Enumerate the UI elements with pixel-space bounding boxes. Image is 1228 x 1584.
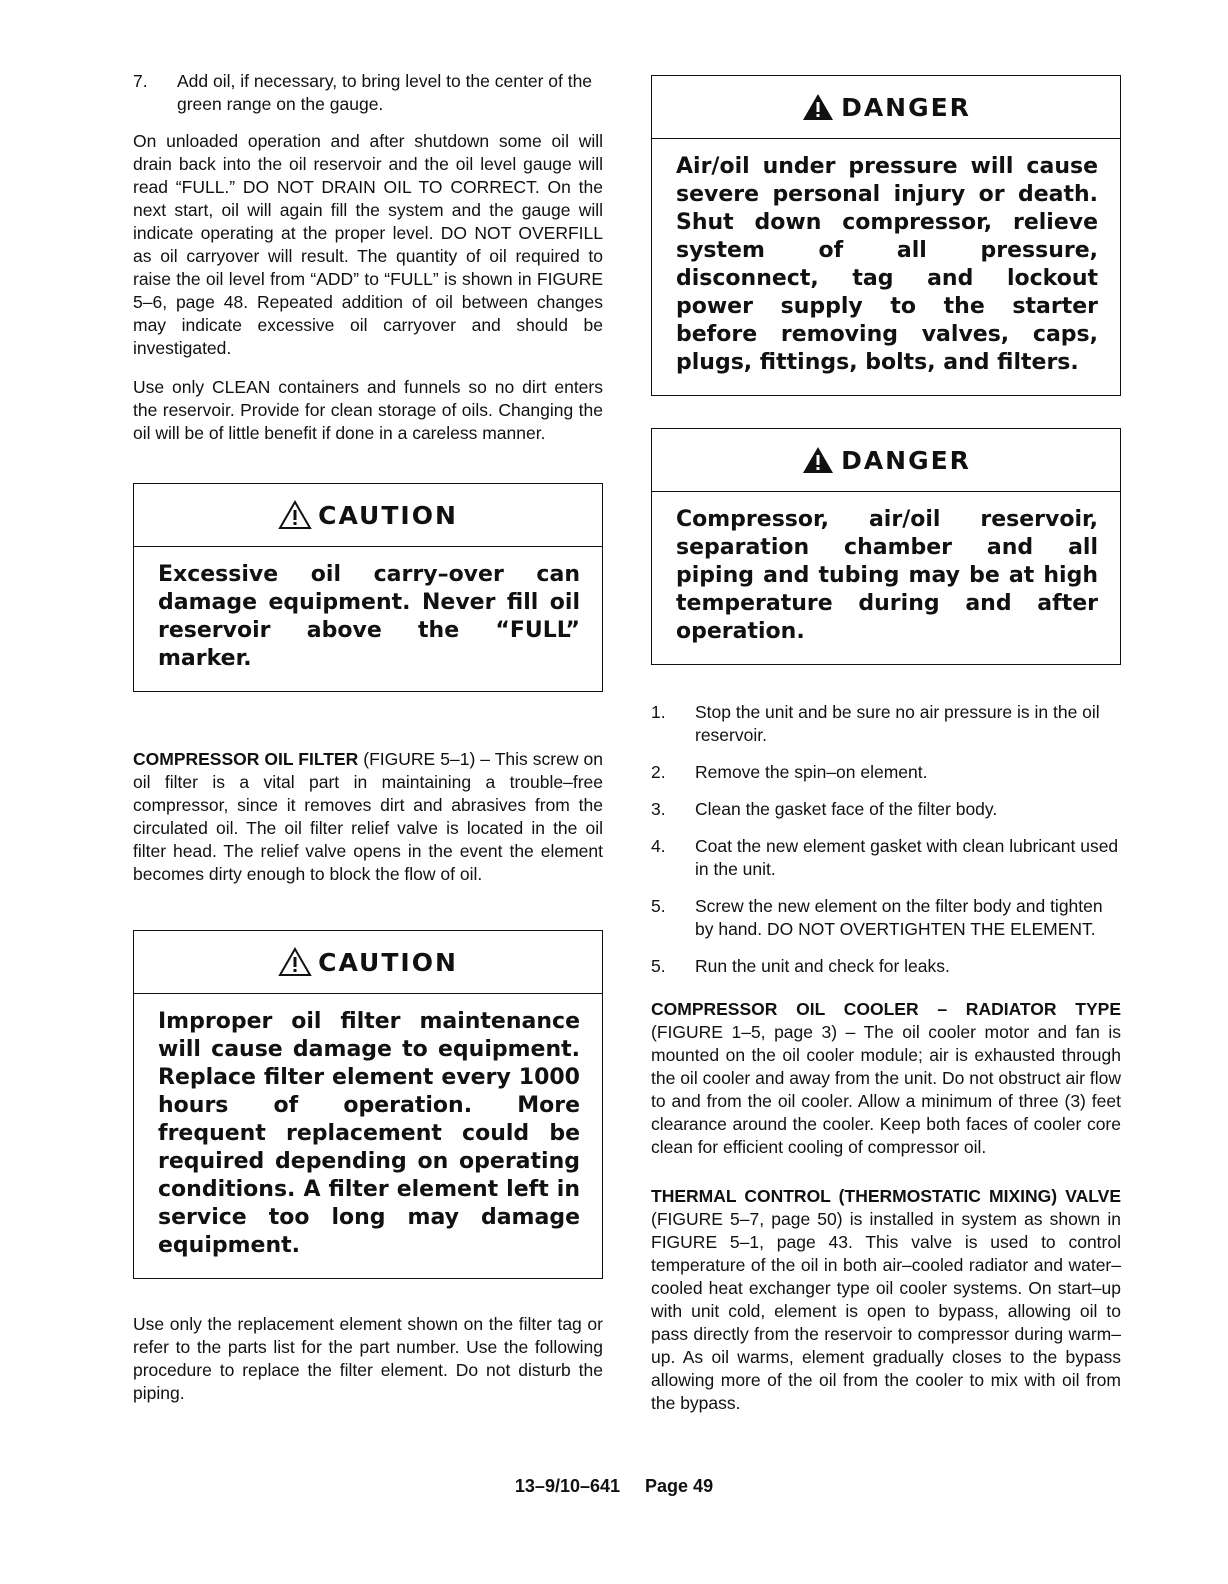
step-number: 5. [651,896,666,916]
danger-box-pressure [651,75,1121,396]
oil-level-paragraph: On unloaded operation and after shutdown some oil will drain back into the oil reservoir and the oil level gauge will read “FULL.” DO NOT DRAIN OIL TO CORRECT. On the next start, oil will again fill the system and the gauge will indicate operating at the proper level. DO NOT OVERFILL as oil carryover will result. The quantity of oil required to raise the oil level from “ADD” to “FULL” is shown in FIGURE 5–6, page 48. Repeated addition of oil between changes may indicate excessive oil carryover and should be investigated. [133,131,603,358]
thermal-control-text: (FIGURE 5–7, page 50) is installed in system as shown in FIGURE 5–1, page 43. This valve is used to control temperature of the oil in both air–cooled radiator and water–cooled heat exchanger type oil cooler systems. On start–up with unit cold, element is open to bypass, allowing oil to pass directly from the reservoir to compressor during warm–up. As oil warms, element gradually closes to the bypass allowing more of the oil from the cooler to mix with oil from the bypass. [651,1209,1121,1413]
document-number: 13–9/10–641 [514,1476,621,1496]
oil-filter-heading: COMPRESSOR OIL FILTER [133,749,359,769]
step-number: 4. [651,836,666,856]
danger-title: DANGER [841,445,971,475]
step-text: Coat the new element gasket with clean lubricant used in the unit. [695,836,1119,879]
danger-body: Compressor, air/oil reservoir, separation chamber and all piping and tubing may be at high temperature during and after operation. [676,507,1098,644]
danger-header [652,429,1120,492]
oil-cooler-paragraph [651,998,1121,1159]
caution-title: CAUTION [318,500,458,530]
step-number: 1. [651,702,666,722]
warning-triangle-icon [278,500,312,530]
page-footer [0,1476,1228,1497]
step-text: Stop the unit and be sure no air pressure is in the oil reservoir. [695,702,1100,745]
list-item [651,835,1121,881]
thermal-control-paragraph [651,1185,1121,1415]
list-item [651,761,1121,784]
caution-header [134,931,602,994]
list-item [651,798,1121,821]
oil-cooler-text: (FIGURE 1–5, page 3) – The oil cooler motor and fan is mounted on the oil cooler module; air is exhausted through the oil cooler and away from the unit. Do not obstruct air flow to and from the oil cooler. Allow a minimum of three (3) feet clearance around the cooler. Keep both faces of cooler core clean for efficient cooling of compressor oil. [651,1022,1121,1157]
caution-box-filter-maintenance [133,930,603,1279]
step-text: Remove the spin–on element. [695,762,928,782]
step-7 [133,70,603,116]
oil-cooler-heading: COMPRESSOR OIL COOLER – RADIATOR TYPE [651,999,1121,1019]
warning-triangle-icon [278,947,312,977]
oil-filter-text: (FIGURE 5–1) – This screw on oil filter is a vital part in maintaining a trouble–free compressor, since it removes dirt and abrasives from the circulated oil. The oil filter relief valve is located in the oil filter head. The relief valve opens in the event the element becomes dirty enough to block the flow of oil. [133,749,603,884]
page-number: Page 49 [645,1476,714,1496]
danger-header [652,76,1120,139]
list-item [651,701,1121,747]
warning-triangle-filled-icon [801,445,835,475]
right-column [651,75,1121,1431]
filter-replacement-steps [651,701,1121,978]
step-text: Clean the gasket face of the filter body. [695,799,998,819]
danger-body: Air/oil under pressure will cause severe personal injury or death. Shut down compressor, relieve system of all pressure, disconnect, tag and lockout power supply to the starter before removing valves, caps, plugs, fittings, bolts, and filters. [676,154,1098,375]
step-number: 7. [133,71,148,91]
step-number: 3. [651,799,666,819]
step-number: 2. [651,762,666,782]
step-text: Screw the new element on the filter body and tighten by hand. DO NOT OVERTIGHTEN THE ELEMENT. [695,896,1103,939]
list-item [651,895,1121,941]
left-column [133,70,603,1421]
step-number: 5. [651,956,666,976]
replacement-paragraph: Use only the replacement element shown on the filter tag or refer to the parts list for the part number. Use the following procedure to replace the filter element. Do not disturb the piping. [133,1314,603,1403]
caution-title: CAUTION [318,947,458,977]
caution-body: Improper oil filter maintenance will cause damage to equipment. Replace filter element every 1000 hours of operation. More frequent replacement could be required depending on operating conditions. A filter element left in service too long may damage equipment. [158,1009,580,1258]
danger-box-temperature [651,428,1121,665]
clean-containers-paragraph: Use only CLEAN containers and funnels so no dirt enters the reservoir. Provide for clean storage of oils. Changing the oil will be of little benefit if done in a careless manner. [133,377,603,443]
danger-title: DANGER [841,92,971,122]
step-text: Run the unit and check for leaks. [695,956,950,976]
caution-body: Excessive oil carry–over can damage equipment. Never fill oil reservoir above the “FULL” marker. [158,562,580,671]
warning-triangle-filled-icon [801,92,835,122]
oil-filter-paragraph [133,748,603,886]
caution-header [134,484,602,547]
thermal-control-heading: THERMAL CONTROL (THERMOSTATIC MIXING) VALVE [651,1186,1121,1206]
caution-box-oil-carryover [133,483,603,692]
step-text: Add oil, if necessary, to bring level to the center of the green range on the gauge. [177,71,593,114]
list-item [651,955,1121,978]
